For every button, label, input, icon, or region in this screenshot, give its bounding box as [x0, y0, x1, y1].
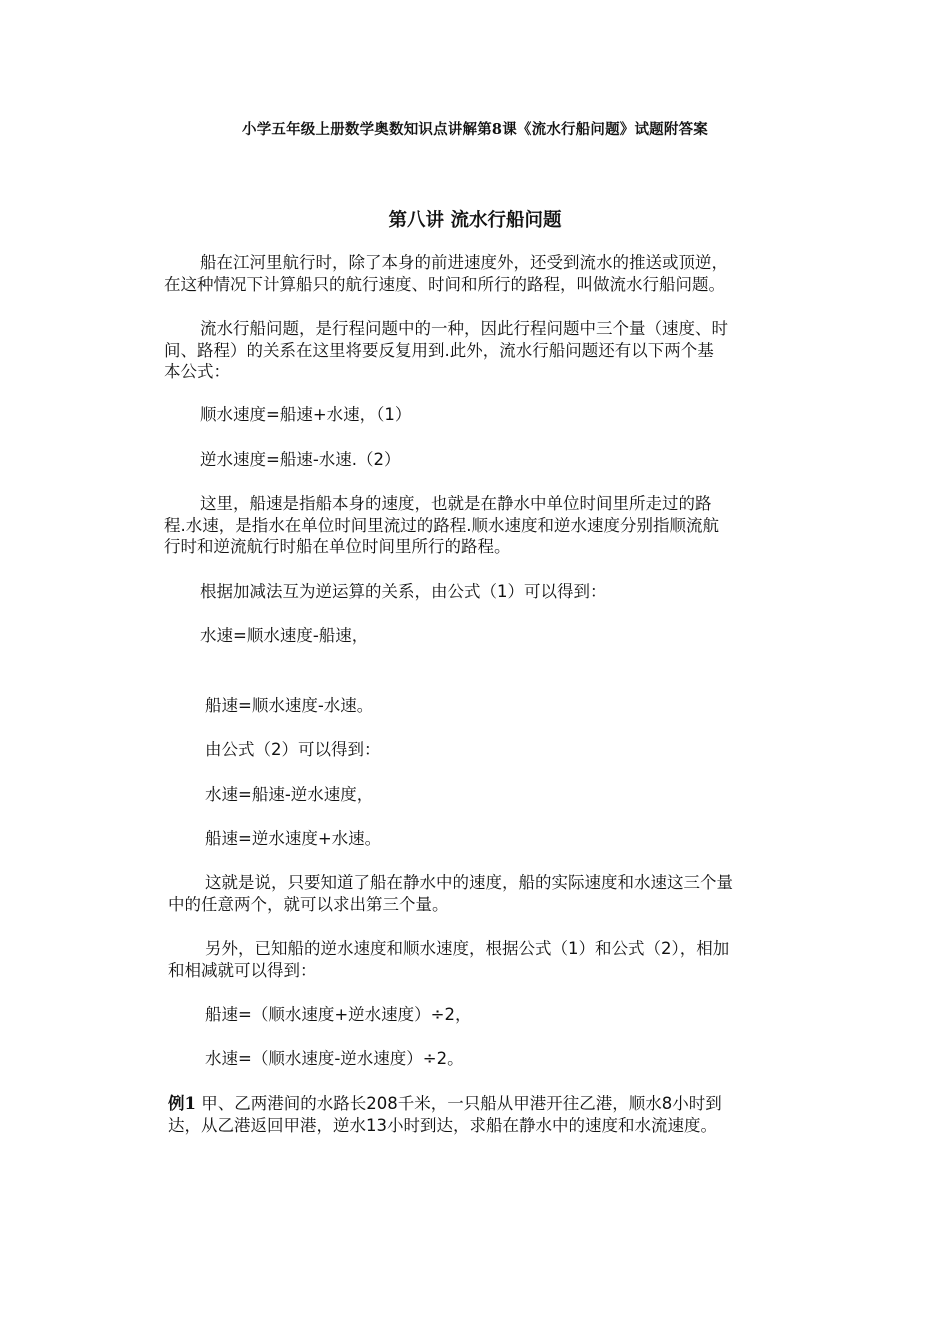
- formula-water-speed-avg: 水速=（顺水速度-逆水速度）÷2。: [205, 1049, 464, 1068]
- summary-paragraph: [168, 872, 828, 915]
- definition-paragraph: [164, 318, 824, 383]
- text-line: 行时和逆流航行时船在单位时间里所行的路程。: [164, 537, 511, 556]
- formula-boat-speed-avg: 船速=（顺水速度+逆水速度）÷2，: [205, 1005, 472, 1024]
- text-line: [168, 1093, 828, 1115]
- formula-water-speed-2: 水速=船速-逆水速度，: [205, 785, 374, 804]
- formula-boat-speed-2: 船速=逆水速度+水速。: [205, 829, 382, 848]
- text-line: 程.水速，是指水在单位时间里流过的路程.顺水速度和逆水速度分别指顺流航: [164, 515, 719, 535]
- text-line: 这里，船速是指船本身的速度，也就是在静水中单位时间里所走过的路: [200, 494, 712, 513]
- formula-water-speed-1: 水速=顺水速度-船速，: [200, 626, 369, 645]
- intro-paragraph: [164, 252, 824, 295]
- document-title: 小学五年级上册数学奥数知识点讲解第8课《流水行船问题》试题附答案: [242, 121, 708, 138]
- text-line: 中的任意两个，就可以求出第三个量。: [168, 894, 449, 914]
- explanation-paragraph: [164, 493, 824, 558]
- text-line: 另外，已知船的逆水速度和顺水速度，根据公式（1）和公式（2），相加: [205, 939, 730, 958]
- text-line: 间、路程）的关系在这里将要反复用到.此外，流水行船问题还有以下两个基: [164, 340, 714, 360]
- text-line: 和相减就可以得到：: [168, 960, 317, 980]
- text-line: 船在江河里航行时，除了本身的前进速度外，还受到流水的推送或顶逆，: [200, 253, 728, 272]
- lesson-title: 第八讲 流水行船问题: [388, 210, 562, 231]
- text-line: 本公式：: [164, 362, 230, 381]
- formula-upstream: 逆水速度=船速-水速.（2）: [200, 450, 401, 469]
- example-label: 例1: [168, 1094, 196, 1113]
- text-line: 流水行船问题，是行程问题中的一种，因此行程问题中三个量（速度、时: [200, 319, 728, 338]
- derivation-intro-2: 由公式（2）可以得到：: [205, 740, 381, 759]
- text-line: 达，从乙港返回甲港，逆水13小时到达，求船在静水中的速度和水流速度。: [168, 1115, 717, 1135]
- text-line: 在这种情况下计算船只的航行速度、时间和所行的路程，叫做流水行船问题。: [164, 274, 725, 294]
- text-line: 这就是说，只要知道了船在静水中的速度，船的实际速度和水速这三个量: [205, 873, 733, 892]
- example-text: 甲、乙两港间的水路长208千米，一只船从甲港开往乙港，顺水8小时到: [195, 1094, 722, 1113]
- formula-boat-speed-1: 船速=顺水速度-水速。: [205, 696, 374, 715]
- derivation-intro-1: 根据加减法互为逆运算的关系，由公式（1）可以得到：: [200, 582, 607, 601]
- example-1: [168, 1093, 828, 1136]
- combination-paragraph: [168, 938, 828, 981]
- formula-downstream: 顺水速度=船速+水速，（1）: [200, 405, 412, 424]
